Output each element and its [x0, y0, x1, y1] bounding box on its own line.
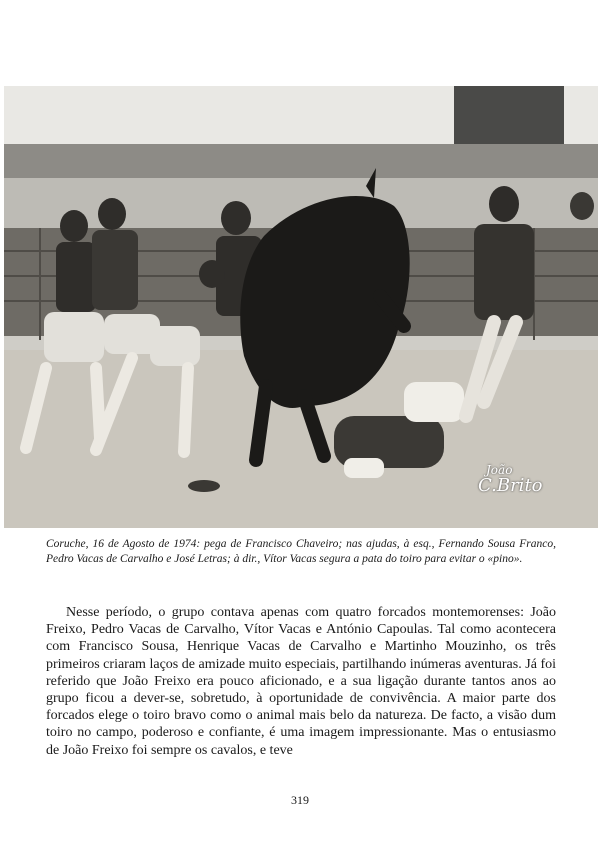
body-paragraph: Nesse período, o grupo contava apenas com quatro forcados montemorenses: João Freixo, Pedro Vacas de Carvalho, Vítor Vacas e António Capoulas. Tal como acontecera com Francisco Sousa, Henrique Vacas de Carvalho e Martinho Mouzinho, os três primeiros criaram laços de amizade muito especiais, partilhando inúmeras aventuras. Já foi referido que João Freixo era pouco aficionado, e a sua ligação durante tantos anos ao grupo ficou a dever-se, sobretudo, à oportunidade de convivência. A maior parte dos forcados elege o toiro bravo como o animal mais belo da natureza. De facto, a visão dum toiro no campo, poderoso e confiante, é uma imagem impressionante. Mas o entusiasmo de João Freixo foi sempre os cavalos, e teve	[46, 605, 556, 758]
page-number: 319	[291, 793, 309, 807]
photograph	[4, 86, 598, 528]
photographer-signature	[478, 462, 548, 506]
signature-line-2: C.Brito	[478, 475, 543, 496]
signature-line-1: João	[486, 463, 513, 477]
photo-caption: Coruche, 16 de Agosto de 1974: pega de Francisco Chaveiro; nas ajudas, à esq., Fernando Sousa Franco, Pedro Vacas de Carvalho e José Letras; à dir., Vítor Vacas segura a pata do toiro para evitar o «pino».	[46, 538, 556, 565]
